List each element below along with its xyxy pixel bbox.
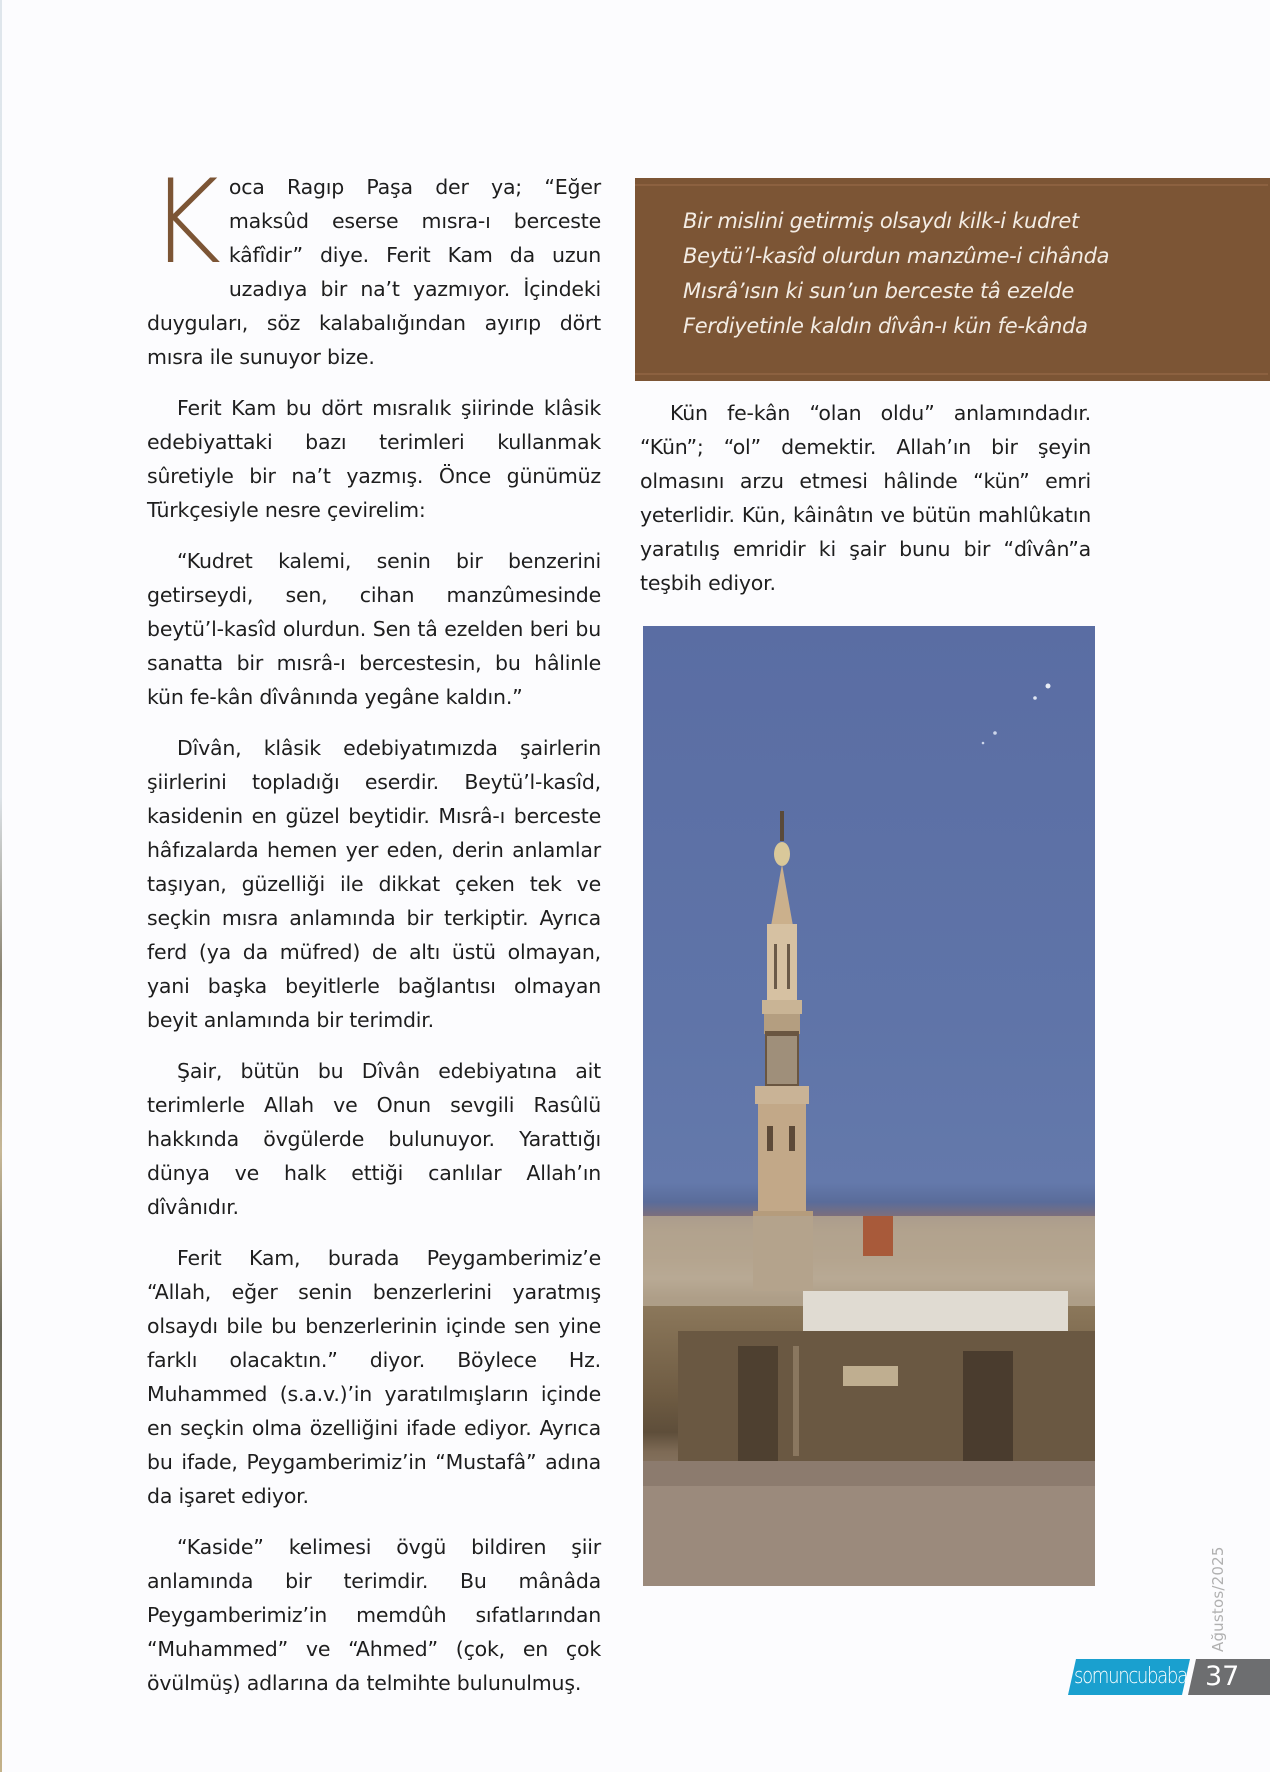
article-paragraph-kun-fekan: Kün fe-kân “olan oldu” anlamındadır. “Kün”; “ol” demektir. Allah’ın bir şeyin olmasını arzu etmesi hâlinde “kün” emri yeterlidir. Kün, kâinâtın ve bütün mahlûkatın yaratılış emridir ki şair bunu bir “dîvân”a teşbih ediyor. (640, 401, 1091, 595)
article-paragraph: “Kaside” kelimesi övgü bildiren şiir anlamında bir terimdir. Bu mânâda Peygamberimiz’in memdûh sıfatlarından “Muhammed” ve “Ahmed” (çok, en çok övülmüş) adlarına da telmihte bulunulmuş. (147, 1535, 601, 1695)
verse-box-top-rule (635, 184, 1268, 186)
article-right-column (640, 396, 1091, 617)
verse-line: Ferdiyetinle kaldın dîvân-ı kün fe-kânda (683, 314, 1088, 338)
mosque-minaret-photo (643, 626, 1095, 1586)
verse-line: Beytü’l-kasîd olurdun manzûme-i cihânda (683, 244, 1110, 268)
adjacent-page-edge (0, 0, 2, 1772)
article-paragraph: Ferit Kam, burada Peygamberimiz’e “Allah, eğer senin benzerlerini yaratmış olsaydı bile bu benzerlerinin içinde sen yine farklı olacaktın.” diyor. Böylece Hz. Muhammed (s.a.v.)’in yaratılmışların içinde en seçkin olma özelliğini ifade ediyor. Ayrıca bu ifade, Peygamberimiz’in “Mustafâ” adına da işaret ediyor. (147, 1246, 601, 1508)
verse-line: Bir mislini getirmiş olsaydı kilk-i kudret (683, 209, 1079, 233)
article-paragraph-prose-translation: “Kudret kalemi, senin bir benzerini getirseydi, sen, cihan manzûmesinde beytü’l-kasîd olurdun. Sen tâ ezelden beri bu sanatta bir mısrâ-ı bercestesin, bu hâlinle kün fe-kân dîvânında yegâne kaldın.” (147, 549, 601, 709)
issue-date: Ağustos/2025 (1209, 1546, 1227, 1652)
page-number: 37 (1205, 1661, 1240, 1692)
article-paragraph-intro (147, 155, 601, 374)
article-paragraph: Ferit Kam bu dört mısralık şiirinde klâsik edebiyattaki bazı terimleri kullanmak sûretiyle bir na’t yazmış. Önce günümüz Türkçesiyle nesre çevirelim: (147, 396, 601, 522)
verse-line: Mısrâ’ısın ki sun’un berceste tâ ezelde (683, 279, 1075, 303)
drop-cap: K (148, 155, 221, 290)
minaret-illustration (643, 626, 1095, 1586)
article-left-column (147, 155, 601, 1717)
verse-lines (683, 204, 1109, 344)
magazine-brand: somuncubaba (1074, 1664, 1187, 1689)
verse-box-bottom-rule (635, 373, 1268, 375)
article-paragraph: Şair, bütün bu Dîvân edebiyatına ait terimlerle Allah ve Onun sevgili Rasûlü hakkında övgülerde bulunuyor. Yarattığı dünya ve halk ettiği canlılar Allah’ın dîvânıdır. (147, 1059, 601, 1219)
paragraph-text: oca Ragıp Paşa der ya; “Eğer maksûd eserse mısra-ı berceste kâfîdir” diye. Ferit Kam da uzun uzadıya bir na’t yazmıyor. İçindeki duyguları, söz kalabalığından ayırıp dört mısra ile sunuyor bize. (147, 175, 601, 369)
verse-quote-box (635, 178, 1270, 381)
article-paragraph: Dîvân, klâsik edebiyatımızda şairlerin şiirlerini topladığı eserdir. Beytü’l-kasîd, kasidenin en güzel beytidir. Mısrâ-ı berceste hâfızalarda hemen yer eden, derin anlamlar taşıyan, güzelliği ile dikkat çeken tek ve seçkin mısra anlamında bir terkiptir. Ayrıca ferd (ya da müfred) de altı üstü olmayan, yani başka beyitlerle bağlantısı olmayan beyit anlamında bir terimdir. (147, 736, 601, 1032)
